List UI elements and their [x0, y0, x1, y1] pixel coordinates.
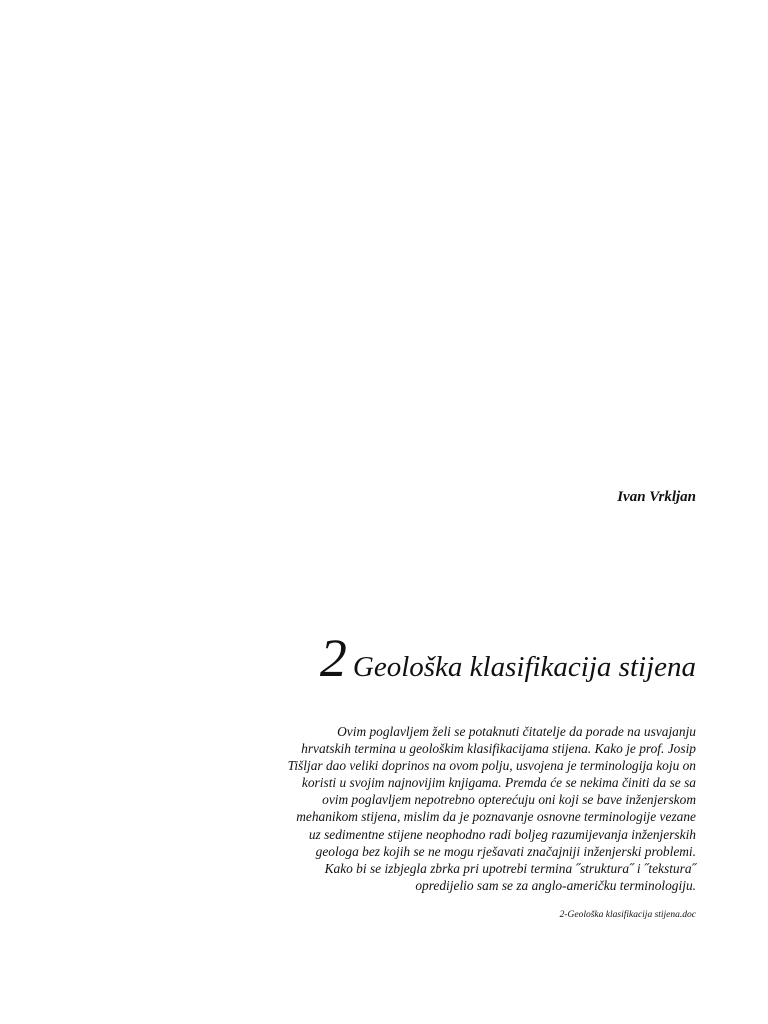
abstract-line: Ovim poglavljem želi se potaknuti čitatelje da porade na usvajanju: [337, 724, 696, 739]
abstract-line: Tišljar dao veliki doprinos na ovom polju, usvojena je terminologija koju on: [287, 758, 696, 774]
abstract-line: hrvatskih termina u geološkim klasifikacijama stijena. Kako je prof. Josip: [301, 741, 696, 757]
chapter-number: 2: [319, 628, 347, 688]
footer-filename: 2-Geološka klasifikacija stijena.doc: [559, 910, 696, 920]
chapter-title: Geološka klasifikacija stijena: [352, 651, 696, 683]
chapter-abstract: [216, 723, 696, 894]
abstract-line: ovim poglavljem nepotrebno opterećuju oni koji se bave inženjerskom: [322, 792, 696, 808]
abstract-line: opredijelio sam se za anglo-američku terminologiju.: [415, 877, 696, 893]
abstract-line: uz sedimentne stijene neophodno radi boljeg razumijevanja inženjerskih: [308, 826, 696, 842]
chapter-heading: [320, 628, 696, 697]
author-name: Ivan Vrkljan: [617, 489, 696, 505]
abstract-line: Kako bi se izbjegla zbrka pri upotrebi termina ˝struktura˝ i ˝tekstura˝: [324, 860, 696, 876]
abstract-line: geologa bez kojih se ne mogu rješavati značajniji inženjerski problemi.: [315, 843, 696, 859]
abstract-line: koristi u svojim najnovijim knjigama. Premda će se nekima činiti da se sa: [301, 775, 696, 791]
abstract-line: mehanikom stijena, mislim da je poznavanje osnovne terminologije vezane: [296, 809, 696, 825]
